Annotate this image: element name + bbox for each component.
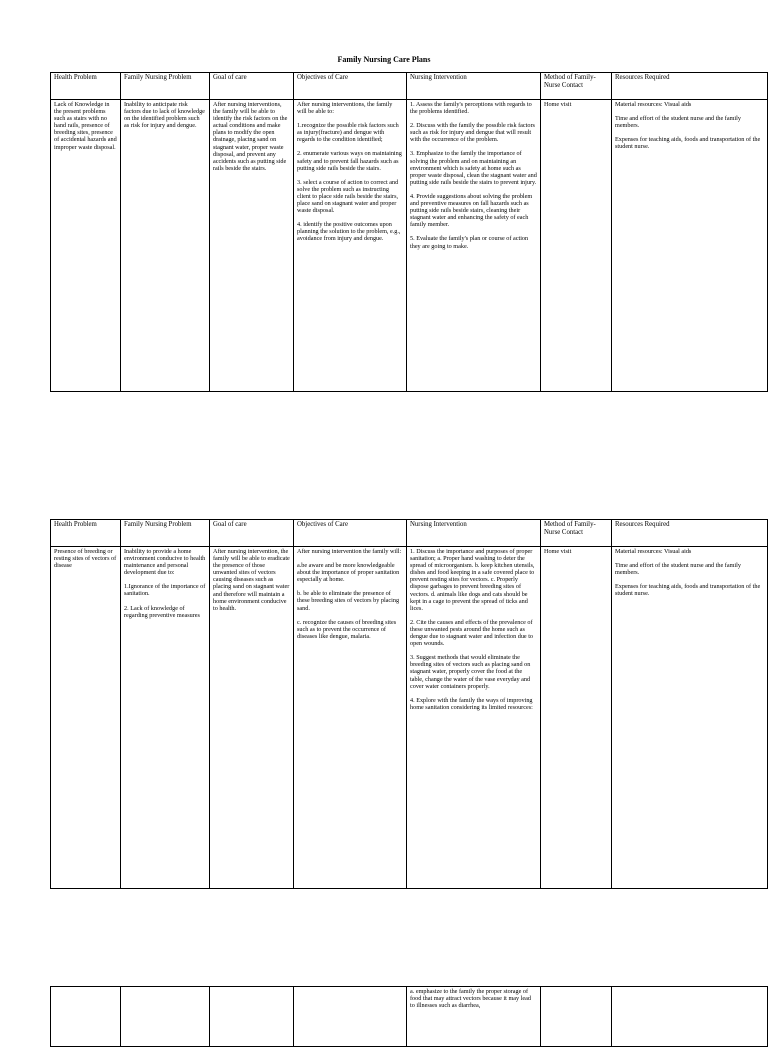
interventions-cell [407, 100, 541, 392]
header-goal-of-care: Goal of care [210, 73, 294, 100]
resource-item: Expenses for teaching aids, foods and transportation of the student nurse. [615, 583, 761, 598]
interventions-cell [407, 547, 541, 889]
care-plan-table-1 [50, 72, 768, 392]
header-method-of-contact: Method of Family-Nurse Contact [541, 73, 612, 100]
header-resources-required: Resources Required [612, 73, 768, 100]
resource-item: Time and effort of the student nurse and the family members. [615, 115, 741, 130]
intervention-item: 3. Suggest methods that would eliminate the breeding sites of vectors such as placing sand on stagnant water, properly cover the food at the table, change the water of the vase everyday and cover water containers properly. [410, 654, 531, 690]
table-row [51, 987, 768, 1047]
family-problem-item: Inability to provide a home environment conducive to health maintenance and personal development due to: [124, 548, 206, 577]
document-title: Family Nursing Care Plans [337, 55, 431, 64]
objectives-cell [294, 547, 407, 889]
family-problem-cell: Inability to anticipate risk factors due to lack of knowledge on the identified problem such as risk for injury and dengue. [121, 100, 210, 392]
objective-item: 1.recognize the possible risk factors such as injury(fracture) and dengue with regards to the condition identified; [297, 122, 399, 144]
objectives-cell [294, 100, 407, 392]
header-nursing-intervention: Nursing Intervention [407, 73, 541, 100]
header-health-problem: Health Problem [51, 73, 121, 100]
intervention-item: 3. Emphasize to the family the importance of solving the problem and on maintaining an environment which is safety at home such as proper waste disposal, clean the stagnant water and putting side rails beside the stairs to prevent injury. [410, 150, 537, 186]
interventions-cell: a. emphasize to the family the proper storage of food that may attract vectors because it may lead to illnesses such as diarrhea, [407, 987, 541, 1047]
method-cell: Home visit [541, 100, 612, 392]
intervention-item: 4. Explore with the family the ways of improving home sanitation considering its limited resources: [410, 696, 533, 711]
intervention-item: 1. Assess the family's perceptions with regards to the problems identified. [410, 101, 532, 116]
resource-item: Expenses for teaching aids, foods and transportation of the student nurse. [615, 136, 761, 151]
objective-item: 2. enumerate various ways on maintaining safety and to prevent fall hazards such as putting side rails beside the stairs. [297, 150, 402, 172]
header-resources-required: Resources Required [612, 520, 768, 547]
goal-cell [210, 987, 294, 1047]
resource-item: Material resources: Visual aids [615, 548, 692, 555]
care-plan-table-3 [50, 986, 768, 1047]
family-problem-cell [121, 987, 210, 1047]
objective-item: 3. select a course of action to correct and solve the problem such as instructing client to place side rails beside the stairs, place sand on stagnant water and proper waste disposal. [297, 178, 399, 215]
objective-item: After nursing interventions, the family will be able to: [297, 101, 393, 116]
intervention-item: 4. Provide suggestions about solving the problem and preventive measures on fall hazards such as putting side rails beside stairs, cleaning their stagnant water and enhancing the safety of each family member. [410, 192, 533, 229]
family-problem-item: 2. Lack of knowledge of regarding preventive measures [124, 604, 200, 619]
table-row [51, 547, 768, 889]
header-family-nursing-problem: Family Nursing Problem [121, 520, 210, 547]
objective-item: b. be able to eliminate the presence of these breeding sites of vectors by placing sand. [297, 590, 400, 612]
health-problem-cell: Presence of breeding or resting sites of vectors of disease [51, 547, 121, 889]
header-method-of-contact: Method of Family-Nurse Contact [541, 520, 612, 547]
intervention-item: 2. Cite the causes and effects of the prevalence of these unwanted pests around the home such as dengue due to stagnant water and infection due to open wounds. [410, 618, 534, 648]
objective-item: After nursing intervention the family will: [297, 548, 402, 555]
objective-item: 4. identify the positive outcomes upon planning the solution to the problem, e.g., avoidance from injury and dengue. [297, 221, 401, 243]
objectives-cell [294, 987, 407, 1047]
header-objectives-of-care: Objectives of Care [294, 73, 407, 100]
care-plan-table-2 [50, 519, 768, 889]
goal-cell: After nursing interventions, the family will be able to identify the risk factors on the actual conditions and make plans to modify the open drainage, placing sand on stagnant water, proper waste disposal, and prevent any accidents such as putting side rails beside the stairs. [210, 100, 294, 392]
objective-item: a.be aware and be more knowledgeable about the importance of proper sanitation especially at home. [297, 562, 400, 584]
intervention-item: 2. Discuss with the family the possible risk factors such as risk for injury and dengue that will result with the occurrence of the problem. [410, 122, 535, 144]
resource-item: Time and effort of the student nurse and the family members. [615, 562, 741, 577]
intervention-item: 1. Discuss the importance and purposes of proper sanitation; a. Proper hand washing to deter the spread of microorganism. b. keep kitchen utensils, dishes and food keeping in a safe covered place to prevent resting sites for vectors. c. Properly dispose garbages to prevent breeding sites of vectors. d. animals like dogs and cats should be kept in a cage to prevent the spread of ticks and lices. [410, 548, 535, 612]
resources-cell [612, 987, 768, 1047]
header-health-problem: Health Problem [51, 520, 121, 547]
family-problem-item: 1.Ignorance of the importance of sanitation. [124, 583, 206, 598]
table-header-row [51, 520, 768, 547]
intervention-item: 5. Evaluate the family's plan or course of action they are going to make. [410, 235, 529, 250]
method-cell: Home visit [541, 547, 612, 889]
resources-cell [612, 547, 768, 889]
table-row [51, 100, 768, 392]
health-problem-cell [51, 987, 121, 1047]
resource-item: Material resources: Visual aids [615, 101, 692, 108]
header-objectives-of-care: Objectives of Care [294, 520, 407, 547]
header-nursing-intervention: Nursing Intervention [407, 520, 541, 547]
header-goal-of-care: Goal of care [210, 520, 294, 547]
table-header-row [51, 73, 768, 100]
goal-cell: After nursing intervention, the family will be able to eradicate the presence of those unwanted sites of vectors causing diseases such as placing sand on stagnant water and therefore will maintain a home environment conducive to health. [210, 547, 294, 889]
method-cell [541, 987, 612, 1047]
family-problem-cell [121, 547, 210, 889]
health-problem-cell: Lack of Knowledge in the present problems such as stairs with no hand rails, presence of breeding sites, presence of accidental hazards and improper waste disposal. [51, 100, 121, 392]
objective-item: c. recognize the causes of breeding sites such as to prevent the occurrence of diseases like dengue, malaria. [297, 618, 397, 640]
header-family-nursing-problem: Family Nursing Problem [121, 73, 210, 100]
resources-cell [612, 100, 768, 392]
